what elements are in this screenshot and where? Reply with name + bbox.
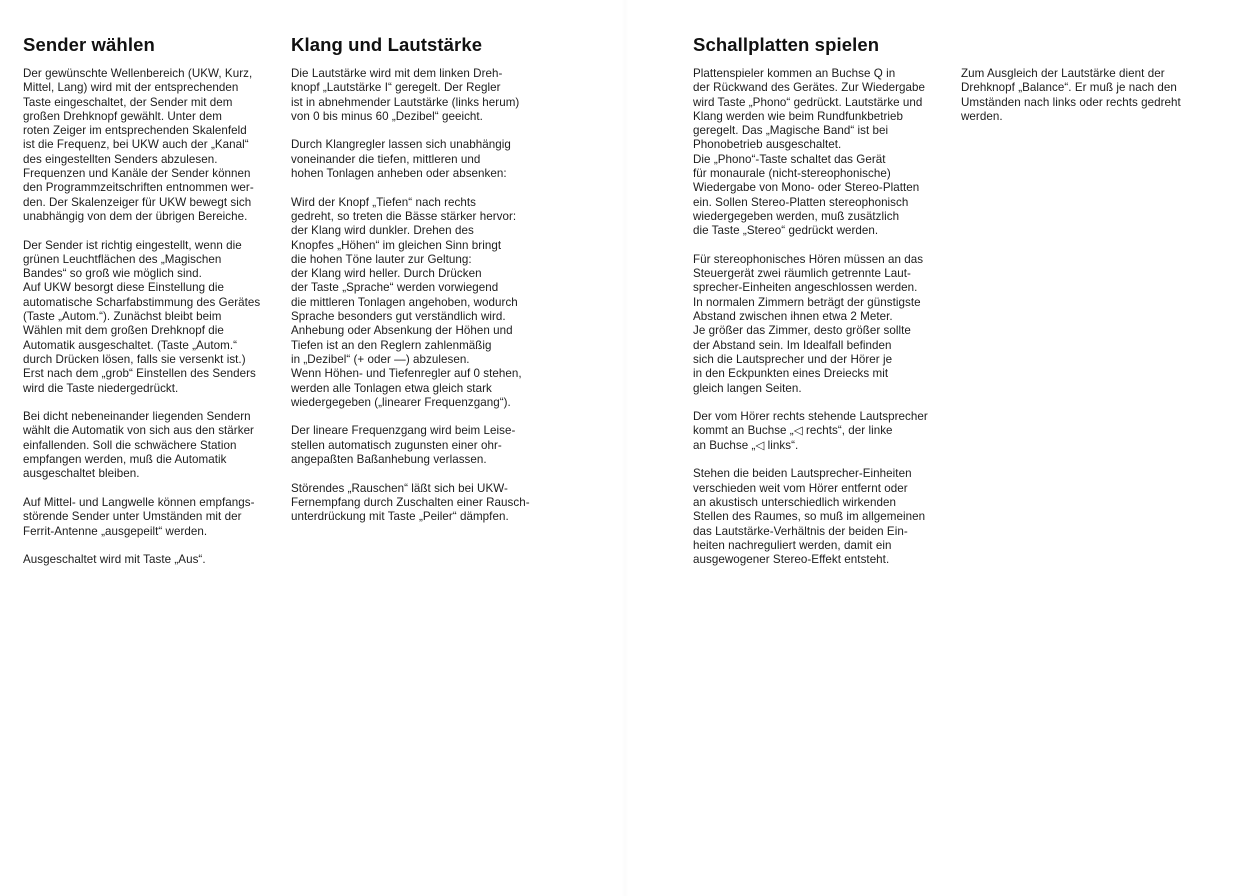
paragraph: Für stereophonisches Hören müssen an das Steuergerät zwei räumlich getrennte Laut- sprecher-Einheiten angeschlossen werden. In normalen Zimmern beträgt der günstigste Abstand zwischen ihnen etwa 2 Meter. Je größer das Zimmer, desto größer sollte der Abstand sein. Im Idealfall befinden sich die Lautsprecher und der Hörer je in den Eckpunkten eines Dreiecks mit gleich langen Seiten. [693,252,924,395]
heading-spacer [961,34,1211,67]
section-klang-und-lautstaerke [291,34,553,539]
paragraph: Der lineare Frequenzgang wird beim Leise- stellen automatisch zugunsten einer ohr- angepaßten Baßanhebung verlassen. [291,424,516,467]
paragraph: Wird der Knopf „Tiefen“ nach rechts gedreht, so treten die Bässe stärker hervor: der Klang wird dunkler. Drehen des Knopfes „Höhen“ im gleichen Sinn bringt die hohen Töne lauter zur Geltung: der Klang wird heller. Durch Drücken der Taste „Sprache“ werden vorwiegend die mittleren Tonlagen angehoben, wodurch Sprache besonders gut verständlich wird. Anhebung oder Absenkung der Höhen und Tiefen ist an den Reglern zahlenmäßig in „Dezibel“ (+ oder —) abzulesen. Wenn Höhen- und Tiefenregler auf 0 stehen, werden alle Tonlagen etwa gleich stark wiedergegeben („linearer Frequenzgang“). [291,195,522,409]
paragraph: Störendes „Rauschen“ läßt sich bei UKW- Fernempfang durch Zuschalten einer Rausch- unterdrückung mit Taste „Peiler“ dämpfen. [291,481,530,524]
section-schallplatten-spielen [693,34,955,582]
paragraph: Der gewünschte Wellenbereich (UKW, Kurz, Mittel, Lang) wird mit der entsprechenden Taste eingeschaltet, der Sender mit dem großen Drehknopf gewählt. Unter dem roten Zeiger im entsprechenden Skalenfeld ist die Frequenz, bei UKW auch der „Kanal“ des eingestellten Senders abzulesen. Frequenzen und Kanäle der Sender können den Programmzeitschriften entnommen wer- den. Der Skalenzeiger für UKW bewegt sich unabhängig von dem der übrigen Bereiche. [23,67,254,223]
paragraph: Bei dicht nebeneinander liegenden Sendern wählt die Automatik von sich aus den stärker einfallenden. Soll die schwächere Station empfangen werden, muß die Automatik ausgeschaltet bleiben. [23,410,254,481]
paragraph: Ausgeschaltet wird mit Taste „Aus“. [23,553,206,567]
section-balance [961,34,1211,138]
paragraph: Auf Mittel- und Langwelle können empfangs- störende Sender unter Umständen mit der Ferrit-Antenne „ausgepeilt“ werden. [23,495,255,538]
paragraph: Durch Klangregler lassen sich unabhängig voneinander die tiefen, mittleren und hohen Tonlagen anheben oder absenken: [291,138,511,181]
paragraph: Zum Ausgleich der Lautstärke dient der Drehknopf „Balance“. Er muß je nach den Umständen nach links oder rechts gedreht werden. [961,67,1181,123]
paragraph: Die Lautstärke wird mit dem linken Dreh- knopf „Lautstärke I“ geregelt. Der Regler ist in abnehmender Lautstärke (links herum) von 0 bis minus 60 „Dezibel“ geeicht. [291,67,520,123]
paragraph: Plattenspieler kommen an Buchse Q in der Rückwand des Gerätes. Zur Wiedergabe wird Taste „Phono“ gedrückt. Lautstärke und Klang werden wie beim Rundfunkbetrieb geregelt. Das „Magische Band“ ist bei Phonobetrieb ausgeschaltet. Die „Phono“-Taste schaltet das Gerät für monaurale (nicht-stereophonische) Wiedergabe von Mono- oder Stereo-Platten ein. Sollen Stereo-Platten stereophonisch wiedergegeben werden, muß zusätzlich die Taste „Stereo“ gedrückt werden. [693,67,926,238]
section-heading: Klang und Lautstärke [291,34,483,55]
section-heading: Sender wählen [23,34,155,55]
paragraph: Der vom Hörer rechts stehende Lautsprecher kommt an Buchse „◁ rechts“, der linke an Buchse „◁ links“. [693,410,928,452]
paragraph: Der Sender ist richtig eingestellt, wenn die grünen Leuchtflächen des „Magischen Bandes“ so groß wie möglich sind. Auf UKW besorgt diese Einstellung die automatische Scharfabstimmung des Gerätes (Taste „Autom.“). Zunächst bleibt beim Wählen mit dem großen Drehknopf die Automatik ausgeschaltet. (Taste „Autom.“ durch Drücken lösen, falls sie versenkt ist.) Erst nach dem „grob“ Einstellen des Senders wird die Taste niedergedrückt. [23,238,261,395]
section-heading: Schallplatten spielen [693,34,880,55]
section-sender-waehlen [23,34,285,582]
paragraph: Stehen die beiden Lautsprecher-Einheiten verschieden weit vom Hörer entfernt oder an akustisch unterschiedlich wirkenden Stellen des Raumes, so muß im allgemeinen das Lautstärke-Verhältnis der beiden Ein- heiten nachreguliert werden, damit ein ausgewogener Stereo-Effekt entsteht. [693,467,926,567]
